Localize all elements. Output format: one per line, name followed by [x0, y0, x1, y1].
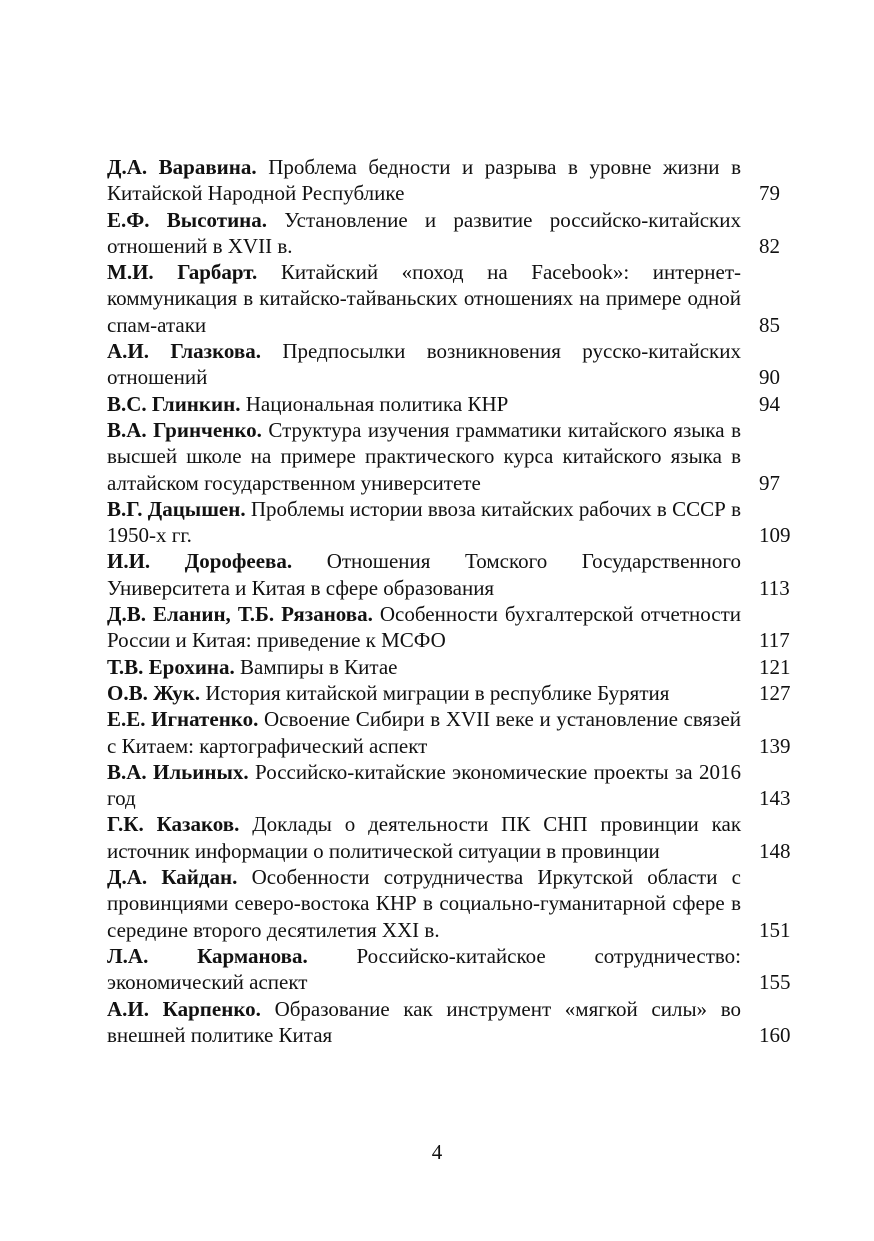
toc-entry-text: [107, 496, 741, 549]
toc-title: Образование как инструмент «мягкой силы» во внешней политике Китая: [107, 996, 741, 1047]
toc-title: Российско-китайские экономические проекты за 2016 год: [107, 759, 741, 811]
toc-entry: [107, 496, 797, 549]
toc-entry: [107, 811, 797, 864]
toc-entry-text: [107, 811, 741, 864]
toc-page-number: 143: [759, 786, 791, 811]
toc-author: Т.В. Ерохина.: [107, 654, 235, 679]
toc-entry: [107, 864, 797, 943]
toc-entry-text: [107, 654, 741, 680]
toc-title: Российско-китайское сотрудничество: экономический аспект: [107, 943, 742, 995]
toc-entry-text: [107, 338, 741, 391]
toc-entry-text: [107, 759, 741, 812]
toc-page-number: 160: [759, 1022, 791, 1047]
toc-entry: [107, 654, 797, 680]
toc-page-number: 117: [759, 628, 790, 653]
toc-entry-text: [107, 417, 741, 496]
toc-author: В.С. Глинкин.: [107, 391, 241, 416]
toc-title: Установление и развитие российско-китайских отношений в XVII в.: [107, 207, 741, 258]
toc-author: В.А. Гринченко.: [107, 417, 262, 442]
toc-entry-text: [107, 154, 741, 207]
toc-entry: [107, 259, 797, 338]
toc-page-number: 127: [759, 680, 791, 705]
toc-entry-text: [107, 207, 741, 260]
toc-page-number: 139: [759, 733, 791, 758]
toc-entry-text: [107, 548, 741, 601]
toc-entry: [107, 943, 797, 996]
toc-entry-text: [107, 943, 741, 996]
toc-title: Особенности сотрудничества Иркутской области с провинциями северо-востока КНР в социально-гуманитарной сфере в середине второго десятилетия XXI в.: [107, 865, 742, 942]
toc-entry-text: [107, 996, 741, 1049]
toc-title: Национальная политика КНР: [245, 391, 509, 416]
toc-title: История китайской миграции в республике Бурятия: [205, 680, 670, 705]
toc-author: А.И. Карпенко.: [107, 996, 261, 1021]
toc-entry: [107, 548, 797, 601]
toc-entry: [107, 417, 797, 496]
toc-entry: [107, 601, 797, 654]
toc-author: Е.Е. Игнатенко.: [107, 707, 259, 732]
toc-entry: [107, 207, 797, 260]
toc-title: Освоение Сибири в XVII веке и установление связей с Китаем: картографический аспект: [107, 707, 741, 758]
toc-page-number: 121: [759, 654, 791, 679]
toc-title: Структура изучения грамматики китайского языка в высшей школе на примере практического курса китайского языка в алтайском государственном университете: [107, 417, 741, 495]
toc-entry-text: [107, 259, 741, 338]
toc-entry: [107, 391, 797, 417]
toc-page-number: 82: [759, 233, 780, 258]
toc-author: В.А. Ильиных.: [107, 759, 249, 784]
toc-title: Китайский «поход на Facebook»: интернет-коммуникация в китайско-тайваньских отношениях на примере одной спам-атаки: [107, 260, 741, 337]
toc-author: Д.А. Варавина.: [107, 155, 257, 179]
toc-page-number: 148: [759, 838, 791, 863]
toc-author: Л.А. Карманова.: [107, 943, 308, 968]
toc-page-number: 151: [759, 917, 791, 942]
toc-author: А.И. Глазкова.: [107, 339, 261, 364]
toc-entry: [107, 706, 797, 759]
table-of-contents: [107, 154, 797, 1048]
toc-author: М.И. Гарбарт.: [107, 260, 258, 285]
toc-page-number: 79: [759, 181, 780, 206]
toc-author: Д.А. Кайдан.: [107, 865, 238, 890]
toc-entry: [107, 338, 797, 391]
page-number-footer: 4: [431, 1140, 443, 1164]
toc-entry-text: [107, 680, 741, 706]
toc-page-number: 155: [759, 970, 791, 995]
toc-title: Отношения Томского Государственного Университета и Китая в сфере образования: [107, 549, 741, 600]
toc-page-number: 113: [759, 575, 790, 600]
toc-page-number: 90: [759, 365, 780, 390]
toc-entry: [107, 154, 797, 207]
toc-title: Проблема бедности и разрыва в уровне жизни в Китайской Народной Республике: [107, 155, 741, 206]
toc-title: Доклады о деятельности ПК СНП провинции как источник информации о политической ситуации в провинции: [107, 812, 742, 863]
toc-title: Проблемы истории ввоза китайских рабочих в СССР в 1950-х гг.: [107, 496, 741, 548]
toc-entry-text: [107, 706, 741, 759]
toc-page-number: 109: [759, 523, 791, 548]
toc-page-number: 97: [759, 470, 780, 495]
toc-author: В.Г. Дацышен.: [107, 496, 246, 521]
toc-author: О.В. Жук.: [107, 680, 201, 705]
toc-entry-text: [107, 864, 741, 943]
toc-author: Г.К. Казаков.: [107, 812, 240, 837]
toc-entry: [107, 680, 797, 706]
toc-entry: [107, 996, 797, 1049]
toc-entry-text: [107, 601, 741, 654]
toc-author: Е.Ф. Высотина.: [107, 207, 268, 232]
toc-entry-text: [107, 391, 741, 417]
toc-author: Д.В. Еланин, Т.Б. Рязанова.: [107, 602, 373, 627]
toc-entry: [107, 759, 797, 812]
toc-author: И.И. Дорофеева.: [107, 549, 293, 574]
toc-title: Вампиры в Китае: [240, 654, 398, 679]
toc-title: Предпосылки возникновения русско-китайских отношений: [107, 339, 741, 390]
toc-page-number: 85: [759, 312, 780, 337]
toc-page-number: 94: [759, 391, 780, 416]
toc-title: Особенности бухгалтерской отчетности России и Китая: приведение к МСФО: [107, 602, 741, 653]
